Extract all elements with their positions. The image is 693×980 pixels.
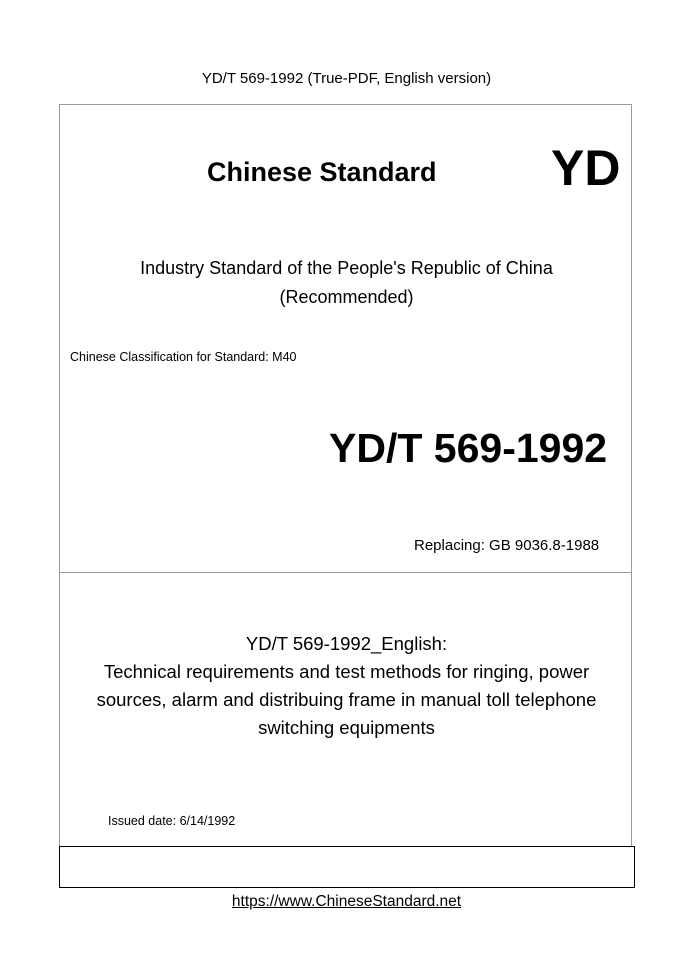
page-header-title: YD/T 569-1992 (True-PDF, English version)	[201, 70, 492, 87]
cover-heading: Chinese Standard	[207, 157, 437, 187]
replacing-text: Replacing: GB 9036.8-1988	[414, 537, 600, 554]
industry-standard-line: Industry Standard of the People's Republic of China	[140, 258, 553, 278]
standard-number: YD/T 569-1992	[329, 425, 608, 471]
yd-mark: YD	[551, 140, 621, 196]
blank-frame	[59, 846, 635, 888]
recommended-label: (Recommended)	[279, 287, 414, 307]
website-link[interactable]: https://www.ChineseStandard.net	[231, 893, 462, 910]
title-line: switching equipments	[258, 717, 435, 738]
title-line: Technical requirements and test methods for ringing, power	[103, 661, 590, 682]
title-line: YD/T 569-1992_English:	[245, 633, 448, 654]
document-title	[59, 630, 634, 742]
classification-text: Chinese Classification for Standard: M40	[70, 350, 297, 364]
title-line: sources, alarm and distribuing frame in manual toll telephone	[96, 689, 597, 710]
issued-date: Issued date: 6/14/1992	[108, 814, 236, 828]
